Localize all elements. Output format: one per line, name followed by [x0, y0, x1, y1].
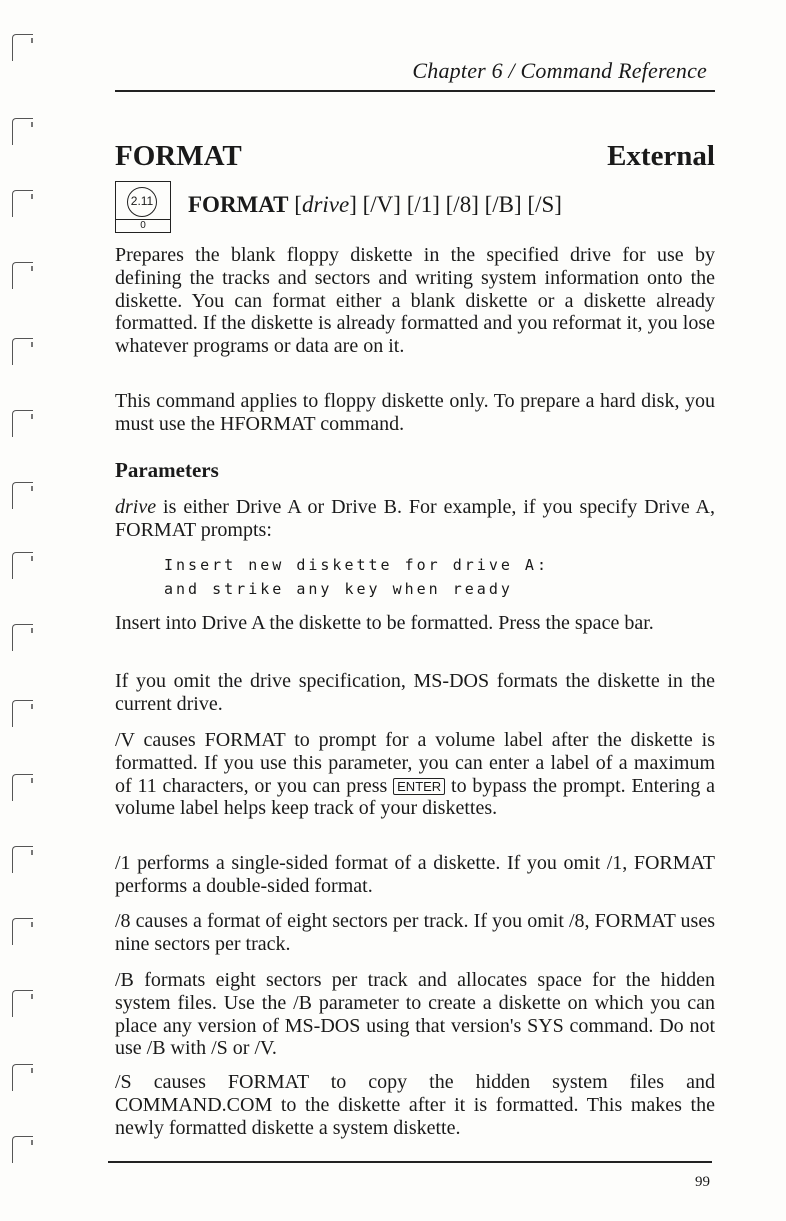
running-header: [115, 54, 715, 92]
s-switch-paragraph: /S causes FORMAT to copy the hidden system files and COMMAND.COM to the diskette after it is formatted. This makes the newly formatted diskette a system diskette.: [115, 1071, 715, 1139]
syntax-bracket: ]: [349, 192, 357, 217]
drive-term: drive: [115, 496, 157, 518]
v-switch-text-end: to bypass the prompt. Entering a volume label helps keep track of your diskettes.: [115, 774, 716, 820]
binding-mark: [12, 918, 33, 945]
command-name: FORMAT: [115, 140, 242, 172]
description-paragraph: Prepares the blank floppy diskette in the specified drive for use by defining the tracks and sectors and writing system information onto the diskette. You can format either a blank diskette or a diskette already formatted. If the diskette is already formatted and you reformat it, you lose whatever programs or data are on it.: [115, 244, 715, 358]
binding-mark: [12, 990, 33, 1017]
version-badge: [115, 181, 171, 233]
binding-edge: [0, 0, 50, 1221]
syntax-bracket: [: [294, 192, 302, 217]
parameters-heading: Parameters: [115, 458, 219, 482]
binding-mark: [12, 34, 33, 61]
syntax-drive-arg: drive: [301, 192, 350, 217]
binding-mark: [12, 846, 33, 873]
binding-mark: [12, 774, 33, 801]
binding-mark: [12, 624, 33, 651]
v-switch-text: /V causes FORMAT to prompt for a volume label after the diskette is formatted. If you use this parameter, you can enter a label of a maximum of 11 characters, or you can press: [115, 729, 715, 797]
drive-parameter-paragraph: [115, 496, 715, 542]
b-switch-paragraph: /B formats eight sectors per track and allocates space for the hidden system files. Use the /B parameter to create a diskette on which you can place any version of MS-DOS using that version's SYS command. Do not use /B with /S or /V.: [115, 969, 715, 1060]
binding-mark: [12, 1064, 33, 1091]
binding-mark: [12, 700, 33, 727]
chapter-title: Chapter 6 / Command Reference: [412, 58, 707, 83]
binding-mark: [12, 118, 33, 145]
binding-mark: [12, 410, 33, 437]
version-sub: 0: [116, 219, 170, 232]
binding-mark: [12, 482, 33, 509]
syntax-command: FORMAT: [188, 192, 289, 217]
page-number: 99: [695, 1174, 710, 1190]
binding-mark: [12, 338, 33, 365]
insert-instruction: Insert into Drive A the diskette to be formatted. Press the space bar.: [115, 612, 654, 634]
version-number: 2.11: [127, 187, 157, 217]
eight-switch-paragraph: /8 causes a format of eight sectors per track. If you omit /8, FORMAT uses nine sectors per track.: [115, 910, 715, 955]
binding-mark: [12, 190, 33, 217]
hard-disk-note: This command applies to floppy diskette only. To prepare a hard disk, you must use the HFORMAT command.: [115, 390, 715, 435]
omit-drive-paragraph: If you omit the drive specification, MS-DOS formats the diskette in the current drive.: [115, 670, 715, 715]
command-syntax: [188, 192, 562, 218]
binding-mark: [12, 552, 33, 579]
command-title: [115, 140, 715, 180]
footer-rule: [108, 1161, 712, 1163]
drive-parameter-text: is either Drive A or Drive B. For example, if you specify Drive A, FORMAT prompts:: [115, 496, 715, 541]
prompt-line: and strike any key when ready: [164, 580, 513, 598]
syntax-switches: [/V] [/1] [/8] [/B] [/S]: [362, 192, 562, 217]
prompt-line: Insert new diskette for drive A:: [164, 556, 549, 574]
command-type: External: [607, 140, 715, 172]
v-switch-paragraph: [115, 729, 715, 820]
binding-mark: [12, 1136, 33, 1163]
enter-key-icon: ENTER: [393, 778, 445, 795]
one-switch-paragraph: /1 performs a single-sided format of a diskette. If you omit /1, FORMAT performs a double-sided format.: [115, 852, 715, 897]
binding-mark: [12, 262, 33, 289]
